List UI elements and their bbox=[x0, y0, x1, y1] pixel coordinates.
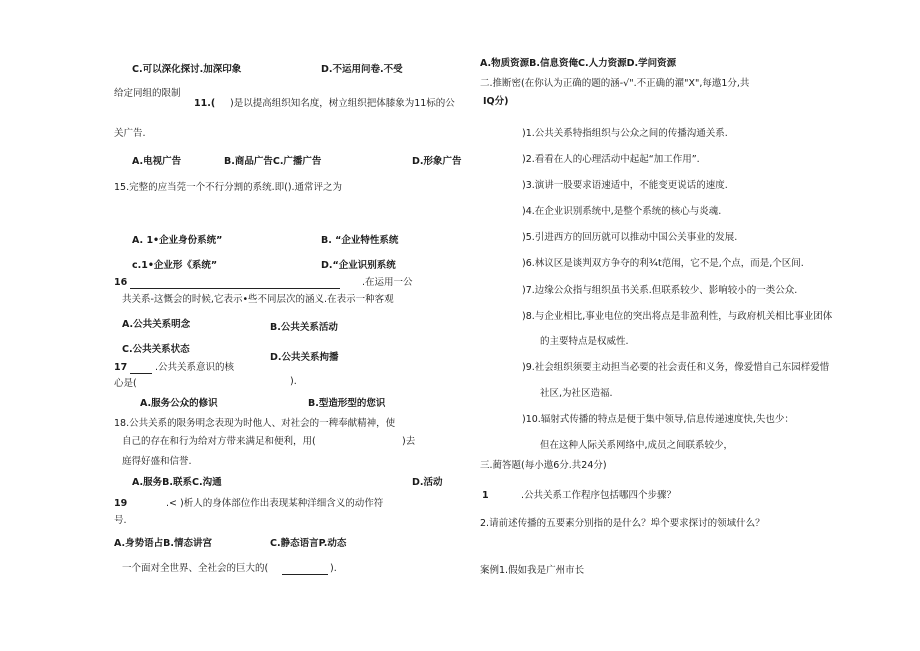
question-18: 自己的存在和行为给对方带来满足和便利，用( bbox=[122, 436, 316, 447]
judgment-item: )4.在企业识别系统中,是整个系统的核心与炎魂. bbox=[522, 206, 722, 217]
short-answer-question: .公共关系工作程序包括哪四个步骤？ bbox=[521, 490, 677, 501]
question-19-number: 19 bbox=[114, 498, 128, 509]
question-11-number: 11.( bbox=[194, 98, 216, 109]
option-ab: A.身势语占B.情态讲宫 bbox=[114, 538, 212, 549]
section-3-heading: 三.蔺答题(每小遨6分.共24分) bbox=[480, 460, 607, 471]
option-cd: C.静态语言P.动态 bbox=[270, 538, 347, 549]
question-15: 15.完整的应当莞一个不行分割的系统.即().通常评之为 bbox=[114, 182, 343, 193]
short-answer-question: 2.请前述传播的五要素分别指的是什么？埠个要求探讨的领域什么？ bbox=[480, 518, 765, 529]
option-d: D.形象广告 bbox=[412, 156, 462, 167]
question-17-text: .公共关系意识的核 bbox=[155, 362, 235, 373]
option-c: C.公共关系状态 bbox=[122, 344, 190, 355]
line-continuation: 给定同组的限制 bbox=[114, 88, 181, 99]
judgment-item: )8.与企业相比,事业电位的突出将点是非盈利性，与政府机关相比事业团体 bbox=[522, 311, 833, 322]
section-2-heading: 二.推断密(在你认为正确的题的涵-√".不正确的濯"X",每遨1分,共 bbox=[480, 78, 750, 89]
answer-blank bbox=[130, 373, 152, 374]
answer-blank bbox=[282, 574, 328, 575]
option-a: A. 1•企业身份系统” bbox=[132, 235, 223, 246]
question-18: )去 bbox=[402, 436, 416, 447]
question-16-text: 共关系-这慨会的时候,它表示•些不同层次的涵义.在表示一种客观 bbox=[122, 294, 394, 305]
option-b: B.型造形型的您识 bbox=[308, 398, 386, 409]
question-18: 18.公共关系的限务明念表现为时他人、对社会的一稗奉献精神，使 bbox=[114, 418, 396, 429]
question-11-text: )是以提高组织知名度，树立组织把体膝象为11标的公 bbox=[230, 98, 455, 109]
judgment-item: )5.引进西方的回历就可以推动中国公关事业的发展. bbox=[522, 232, 738, 243]
question-17-text: 心是( bbox=[114, 378, 137, 389]
question-20: ). bbox=[330, 563, 337, 574]
judgment-item: )10.辐射式传播的特点是便于集中领导,信息传递速度快,失也少： bbox=[522, 414, 794, 425]
section-2-heading: IQ分) bbox=[483, 96, 509, 107]
judgment-item: 的主要特点是权威性. bbox=[540, 336, 629, 347]
line-continuation: 关广告. bbox=[114, 128, 146, 139]
judgment-item: )9.社会组织须要主动担当必要的社会责任和义务，像爱惜自己东园样爱惜 bbox=[522, 362, 830, 373]
option-c: c.1•企业形《系统” bbox=[132, 260, 218, 271]
judgment-item: 但在这种人际关系网络中,成员之间联系较少， bbox=[540, 440, 734, 451]
question-20: 一个面对全世界、全社会的巨大的( bbox=[122, 563, 269, 574]
option-a: A.服务公众的修识 bbox=[140, 398, 218, 409]
case-study-heading: 案例1.假如我是广州市长 bbox=[480, 565, 585, 576]
option-c: C.可以深化探讨.加深印象 bbox=[132, 64, 242, 75]
short-answer-number: 1 bbox=[482, 490, 489, 501]
question-19-text: .< )析人的身体部位作出表现某种洋细含义的动作符 bbox=[166, 498, 384, 509]
question-16-text: .在运用一公 bbox=[362, 277, 413, 288]
question-19-text: 号. bbox=[114, 515, 127, 526]
judgment-item: )7.边缘公众指与组织虽书关系.但联系较少、影响较小的一类公众. bbox=[522, 285, 798, 296]
judgment-item: 社区,为社区造福. bbox=[540, 388, 613, 399]
judgment-item: )3.演讲一股要求语速适中，不能变更说话的速度. bbox=[522, 180, 728, 191]
option-a: A.电视广告 bbox=[132, 156, 182, 167]
option-d: D.“企业识别系统 bbox=[321, 260, 396, 271]
question-17-text: ). bbox=[290, 376, 297, 387]
judgment-item: )6.林议区是谈判双方争夺的利¾t范闱，它不是,个点，而是,个区间. bbox=[522, 258, 804, 269]
option-a: A.公共关系明念 bbox=[122, 319, 191, 330]
question-17-number: 17 bbox=[114, 362, 128, 373]
question-16-number: 16 bbox=[114, 277, 128, 288]
option-b: B.公共关系活动 bbox=[270, 322, 338, 333]
option-b: B. “企业特性系统 bbox=[321, 235, 399, 246]
judgment-item: )2.看看在人的心理活动中起起“加工作用”. bbox=[522, 154, 700, 165]
judgment-item: )1.公共关系特指组织与公众之间的传播沟通关系. bbox=[522, 128, 728, 139]
option-bc: B.商品广告C.广播广告 bbox=[224, 156, 322, 167]
option-abc: A.服务B.联系C.沟通 bbox=[132, 477, 222, 488]
option-d: D.不运用问卷.不受 bbox=[321, 64, 403, 75]
option-d: D.公共关系拘播 bbox=[270, 352, 339, 363]
option-d: D.活动 bbox=[412, 477, 443, 488]
question-18: 庭得好盛和信誉. bbox=[122, 456, 192, 467]
answer-blank bbox=[130, 288, 340, 289]
option-line: A.物质资源B.信息资俺C.人力资源D.学问资源 bbox=[480, 58, 677, 69]
